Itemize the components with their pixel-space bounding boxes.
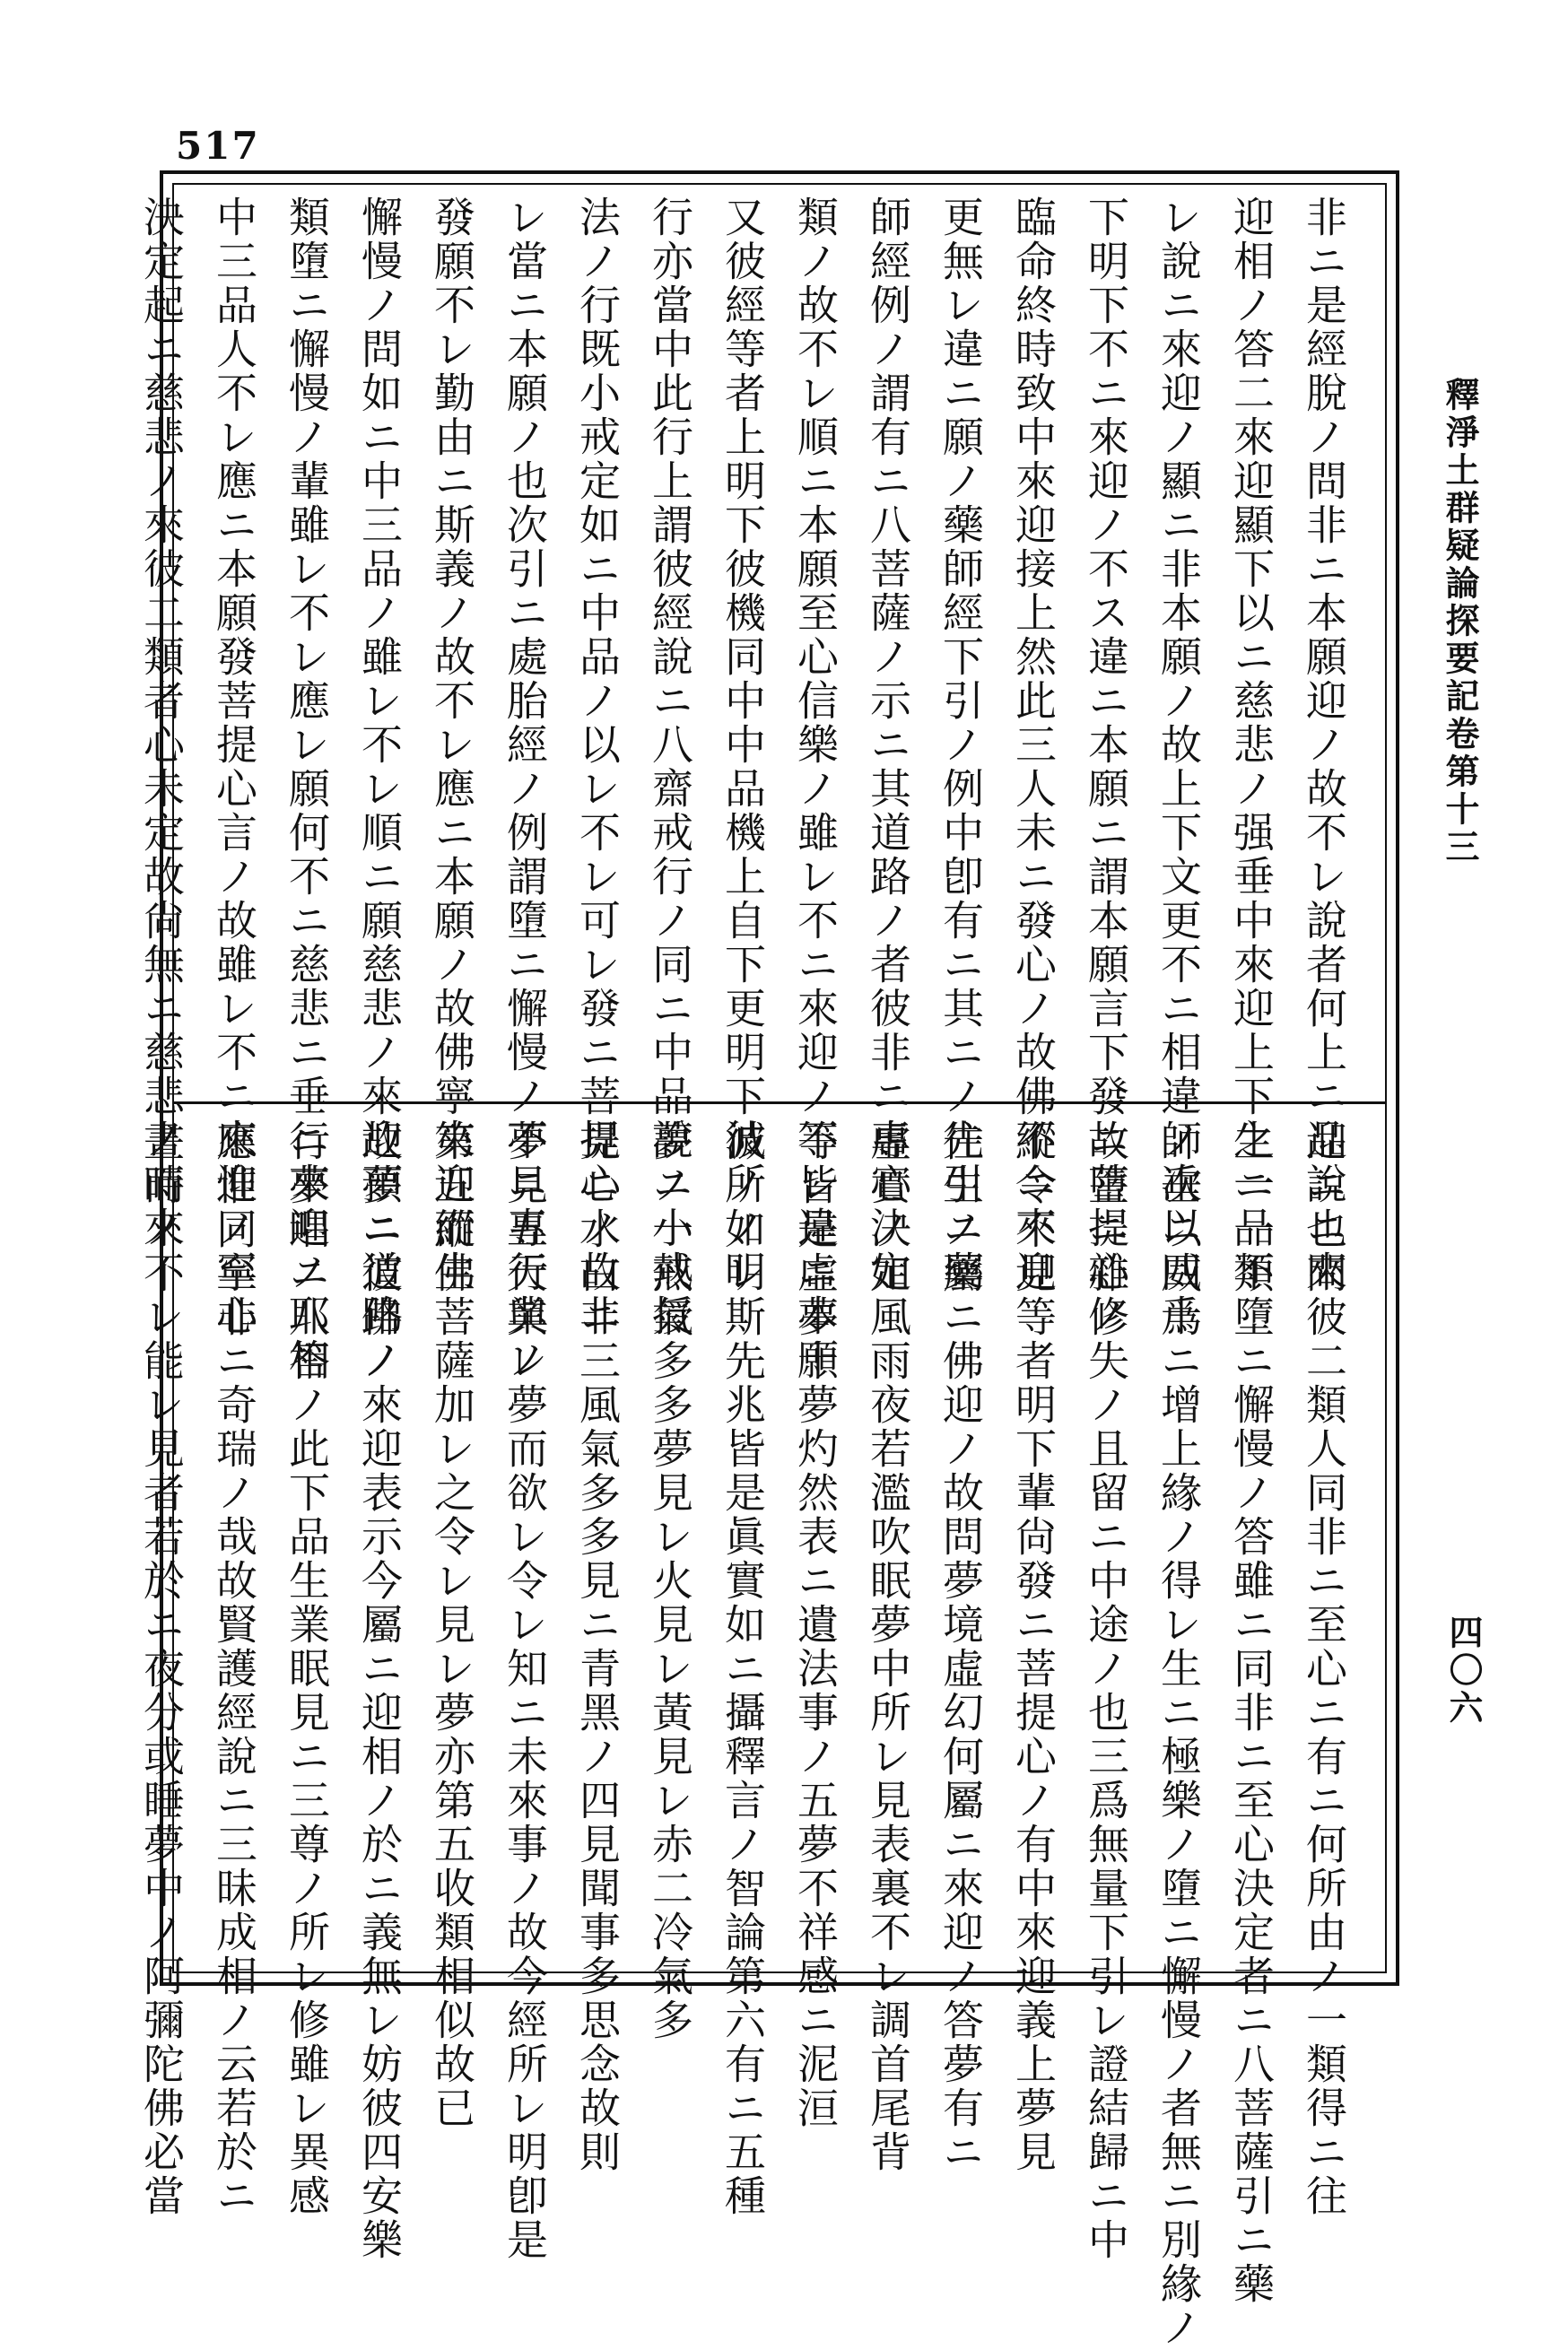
lower-text-block — [137, 1119, 1360, 2350]
text-column: 懈慢ノ問如ニ中三品ノ雖レ不レ順ニ願慈悲ノ來迎預ニ道路ノ — [355, 196, 404, 1382]
text-column: 滅ノ如レ斯先兆皆是眞實如ニ攝釋言ノ智論第六有ニ五種 — [719, 1119, 767, 2218]
text-column: 類ノ故不レ順ニ本願至心信樂ノ雖レ不ニ來迎ノ不レ違ニ本願 — [791, 196, 840, 1382]
text-column: 類墮ニ懈慢ノ輩雖レ不レ應レ願何不ニ慈悲ニ垂ニ來迎ノ耶答 — [283, 196, 331, 1382]
text-column: 師經例ノ謂有ニ八菩薩ノ示ニ其道路ノ者彼非ニ專心決定 — [864, 196, 912, 1294]
text-column: 應惟同寧非ニ奇瑞ノ哉故賢護經說ニ三昧成相ノ云若於ニ — [210, 1119, 258, 2218]
running-title: 釋淨土群疑論探要記卷第十三 — [1440, 377, 1480, 866]
text-column: 臨命終時致中來迎接上然此三人未ニ發心ノ故佛不ニ來迎 — [1009, 196, 1058, 1294]
text-column: 發願不レ勤由ニ斯義ノ故不レ應ニ本願ノ故佛寧來迎而生 — [428, 196, 476, 1294]
text-column: 夢ノ一熱氣多多夢見レ火見レ黃見レ赤二冷氣多 — [646, 1119, 694, 2042]
text-column: 又彼經等者上明下彼機同中中品機上自下更明下彼所ノ明 — [719, 196, 767, 1294]
text-column: レ當ニ本願ノ也次引ニ處胎經ノ例謂墮ニ懈慢ノ不ニ專行業ノ — [501, 196, 549, 1382]
text-column: 中三品人不レ應ニ本願發菩提心言ノ故雖レ不ニ來迎ノ至心 — [210, 196, 258, 1338]
text-column: 夢見五天與レ夢而欲レ令レ知ニ未來事ノ故今經所レ明卽是 — [501, 1119, 549, 2262]
page-number: 517 — [176, 124, 260, 168]
text-column: 迎ニ也問彼二類人同非ニ至心ニ有ニ何所由ノ一類得ニ往 — [1300, 1119, 1348, 2218]
text-column: 虛實ノ如風雨夜若濫吹眠夢中所レ見表裏不レ調首尾背 — [864, 1119, 912, 2174]
text-column: 故夢ニ彼佛ノ來迎表示今屬ニ迎相ノ於ニ義無レ妨彼四安樂 — [355, 1119, 404, 2262]
text-column: 行亦當中此行上謂彼經說ニ八齋戒行ノ同ニ中品說ニ小戒授 — [646, 196, 694, 1338]
text-column: 往生ノ屬ニ佛迎ノ故問夢境虛幻何屬ニ來迎ノ答夢有ニ — [936, 1119, 985, 2174]
text-column: 師垂ニ威爲ニ增上緣ノ得レ生ニ極樂ノ墮ニ懈慢ノ者無ニ別緣ノ — [1154, 1119, 1203, 2350]
text-column: 等皆是虛夢十夢灼然表ニ遺法事ノ五夢不祥感ニ泥洹 — [791, 1119, 840, 2130]
text-column: 行夢唱ニ八相ノ此下品生業眠見ニ三尊ノ所レ修雖レ異感 — [283, 1119, 331, 2218]
text-column: 迎相ノ答二來迎顯下以ニ慈悲ノ强垂中來迎上下之一品不 — [1227, 196, 1276, 1294]
text-column: 縱令不見等者明下輩尙發ニ菩提心ノ有中來迎義上夢見 — [1009, 1119, 1058, 2174]
text-column: レ說ニ來迎ノ顯ニ非本願ノ故上下文更不ニ相違ノ次以四十 — [1154, 196, 1203, 1338]
text-column: 生ニ一類墮ニ懈慢ノ答雖ニ同非ニ至心決定者ニ八菩薩引ニ藥 — [1227, 1119, 1276, 2306]
text-column: 下明下不ニ來迎ノ不ス違ニ本願ニ謂本願言下發ニ菩提心ノ — [1082, 196, 1130, 1338]
text-column: 見ニ水白ニ三風氣多多見ニ青黑ノ四見聞事多思念故則 — [573, 1119, 622, 2174]
text-column: 法ノ行既小戒定如ニ中品ノ以レ不レ可レ發ニ菩提心ノ故非 — [573, 196, 622, 1338]
text-column: 故墮ニ雜修失ノ且留ニ中途ノ也三爲無量下引レ證結歸ニ中 — [1082, 1119, 1130, 2262]
folio-number: 四〇六 — [1443, 1615, 1484, 1728]
upper-text-block — [137, 196, 1360, 1382]
text-column: 晝時ノ不レ能レ見者若於ニ夜分或睡夢中ノ阿彌陀佛必當 — [137, 1119, 186, 2218]
text-column: 更無レ違ニ願ノ藥師經下引ノ例中卽有ニ其ニノ先引ニ藥 — [936, 196, 985, 1294]
text-column: 非ニ是經脫ノ問非ニ本願迎ノ故不レ說者何上ニ品說ニ來 — [1300, 196, 1348, 1294]
text-column: 決定起ニ慈悲ノ來彼二類者心未定故尙無ニ慈悲ノ而來 — [137, 196, 186, 1250]
text-column: 第五縱佛菩薩加レ之令レ見レ夢亦第五收類相似故已 — [428, 1119, 476, 2130]
